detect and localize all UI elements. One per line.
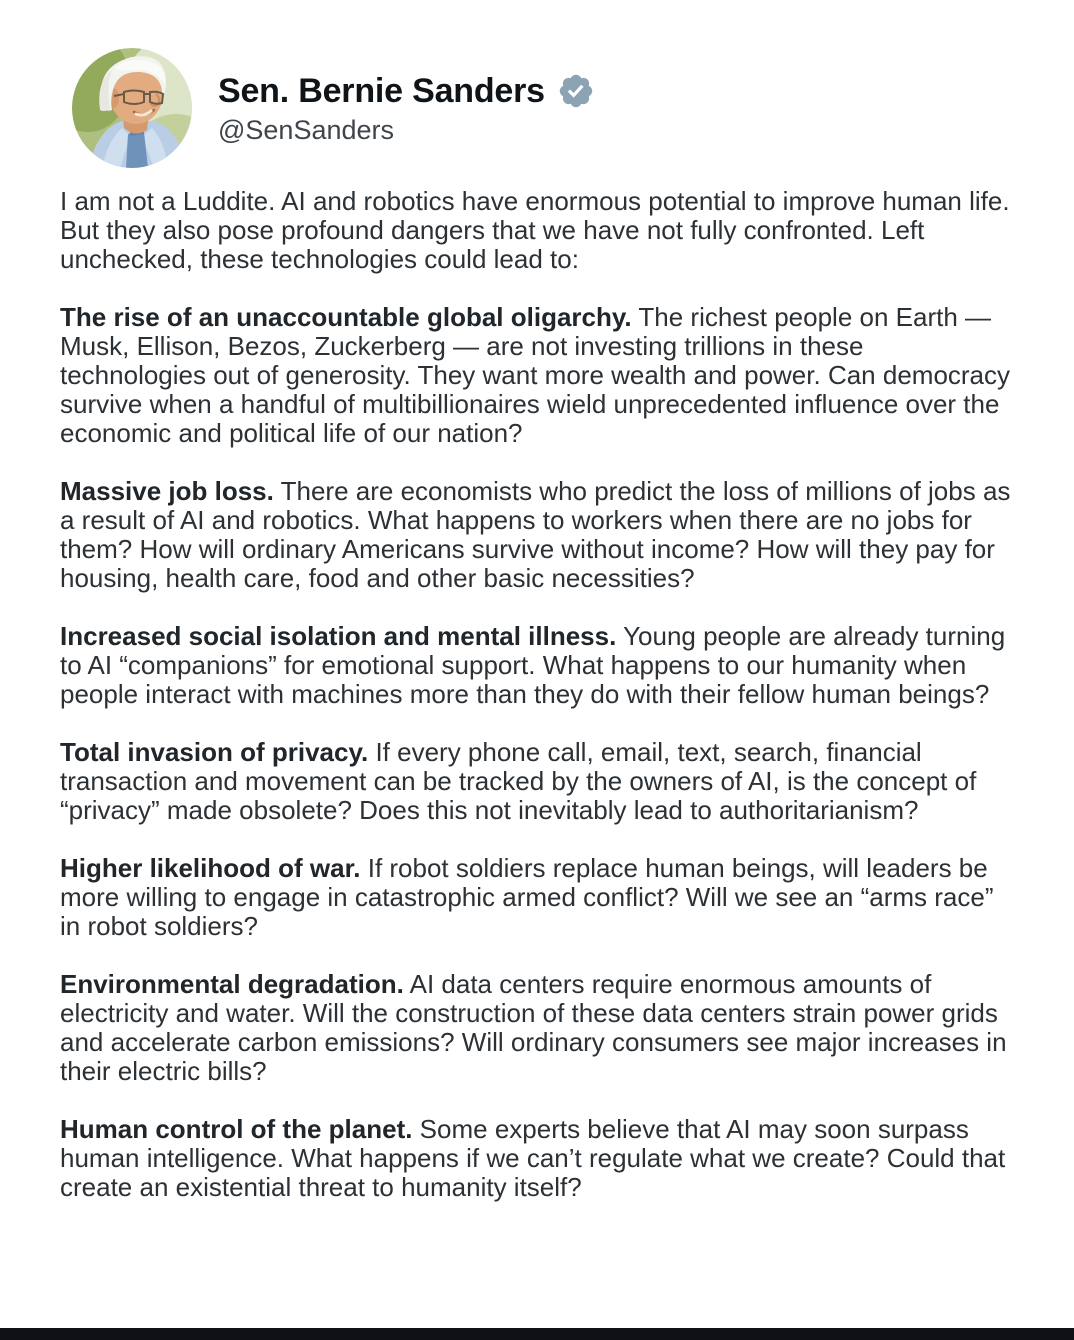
paragraph-war	[60, 854, 1014, 941]
paragraph-isolation	[60, 622, 1014, 709]
paragraph-lead: Environmental degradation.	[60, 969, 404, 999]
paragraph-text: There are economists who predict the loss of millions of jobs as a result of AI and robotics. What happens to workers when there are no jobs for them? How will ordinary Americans survive without income? How will they pay for housing, health care, food and other basic necessities?	[60, 476, 1011, 593]
paragraph-lead: Human control of the planet.	[60, 1114, 413, 1144]
paragraph-oligarchy	[60, 303, 1014, 448]
avatar[interactable]	[72, 48, 192, 168]
paragraph-text: If robot soldiers replace human beings, will leaders be more willing to engage in catastrophic armed conflict? Will we see an “arms race” in robot soldiers?	[60, 853, 994, 941]
paragraph-text: If every phone call, email, text, search, financial transaction and movement can be tracked by the owners of AI, is the concept of “privacy” made obsolete? Does this not inevitably lead to authoritarianism?	[60, 737, 977, 825]
post-header	[0, 0, 1074, 168]
paragraph-human-control	[60, 1115, 1014, 1202]
paragraph-text: AI data centers require enormous amounts of electricity and water. Will the construction of these data centers strain power grids and accelerate carbon emissions? Will ordinary consumers see major increases in their electric bills?	[60, 969, 1007, 1086]
paragraph-lead: Increased social isolation and mental illness.	[60, 621, 617, 651]
paragraph-text: Some experts believe that AI may soon surpass human intelligence. What happens if we can’t regulate what we create? Could that create an existential threat to humanity itself?	[60, 1114, 1006, 1202]
paragraph-text: Young people are already turning to AI “companions” for emotional support. What happens to our humanity when people interact with machines more than they do with their fellow human beings?	[60, 621, 1006, 709]
paragraph-job-loss	[60, 477, 1014, 593]
paragraph-text: The richest people on Earth — Musk, Ellison, Bezos, Zuckerberg — are not investing trillions in these technologies out of generosity. They want more wealth and power. Can democracy survive when a handful of multibillionaires wield unprecedented influence over the economic and political life of our nation?	[60, 302, 1011, 448]
paragraph-lead: Higher likelihood of war.	[60, 853, 361, 883]
post-body	[0, 168, 1074, 1202]
paragraph-privacy	[60, 738, 1014, 825]
display-name[interactable]: Sen. Bernie Sanders	[218, 71, 545, 110]
identity-block	[218, 71, 595, 146]
paragraph-environment	[60, 970, 1014, 1086]
verified-badge-icon	[557, 72, 595, 110]
user-handle[interactable]: @SenSanders	[218, 114, 395, 145]
paragraph-lead: Massive job loss.	[60, 476, 274, 506]
paragraph-lead: Total invasion of privacy.	[60, 737, 369, 767]
bottom-edge-bar	[0, 1328, 1074, 1340]
paragraph-lead: The rise of an unaccountable global oligarchy.	[60, 302, 632, 332]
intro-text: I am not a Luddite. AI and robotics have enormous potential to improve human life. But they also pose profound dangers that we have not fully confronted. Left unchecked, these technologies could lead to:	[60, 186, 1010, 274]
intro-paragraph	[60, 187, 1014, 274]
